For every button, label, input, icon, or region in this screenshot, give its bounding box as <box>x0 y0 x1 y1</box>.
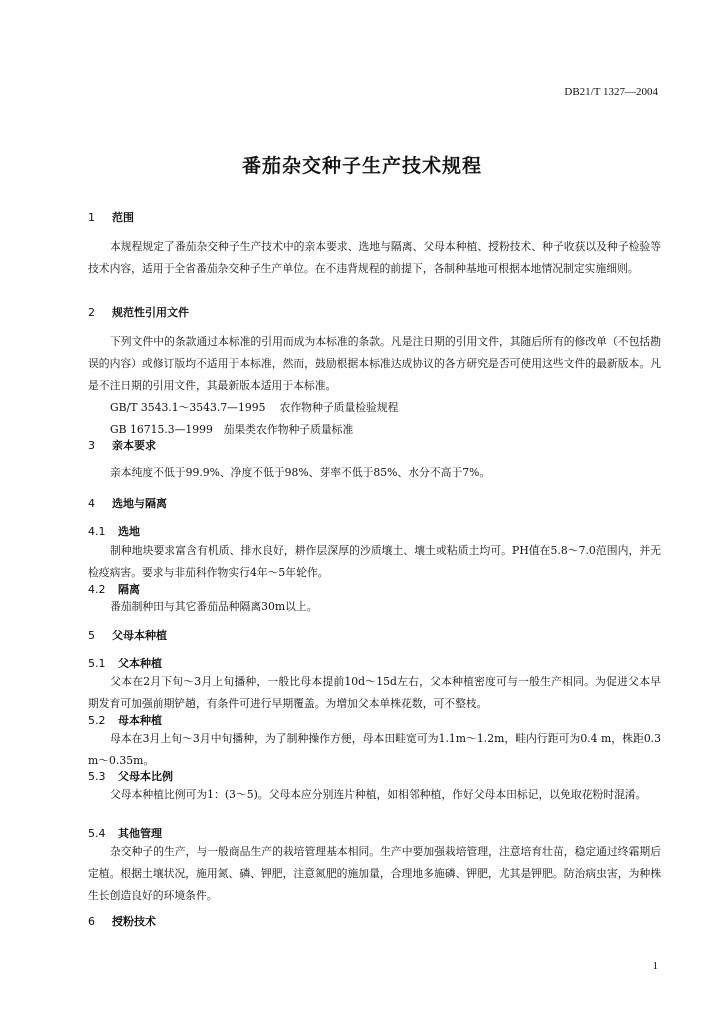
section-number: 5.3 <box>88 770 106 783</box>
section-number: 6 <box>88 915 95 928</box>
paragraph-text: 母本在3月上旬～3月中旬播种，为了制种操作方便，母本田畦宽可为1.1m～1.2m，畦内行距可为0.4 m，株距0.3 m～0.35m。 <box>88 732 661 767</box>
section-2-heading <box>88 305 661 321</box>
paragraph-text: 父本在2月下旬～3月上旬播种，一般比母本提前10d～15d左右，父本种植密度可与一般生产相同。为促进父本早期发育可加强前期铲趟，有条件可进行早期覆盖。为增加父本单株花数，可不整枝。 <box>88 675 661 710</box>
section-5-1-heading <box>88 656 661 672</box>
section-title: 父母本种植 <box>112 629 167 642</box>
paragraph-text: 制种地块要求富含有机质、排水良好，耕作层深厚的沙质壤土、壤土或粘质土均可。PH值在5.8～7.0范围内，并无检疫病害。要求与非茄科作物实行4年～5年轮作。 <box>88 544 661 579</box>
standard-code: DB21/T 1327—2004 <box>564 86 658 98</box>
section-4-heading <box>88 496 661 512</box>
section-number: 4.2 <box>88 583 106 596</box>
document-title: 番茄杂交种子生产技术规程 <box>241 155 482 177</box>
section-title: 父本种植 <box>118 657 162 670</box>
section-5-2-heading <box>88 713 661 729</box>
section-number: 2 <box>88 306 95 319</box>
reference-1: GB/T 3543.1～3543.7—1995 农作物种子质量检验规程 <box>110 401 399 414</box>
section-2-paragraph <box>88 331 661 397</box>
section-title: 授粉技术 <box>112 915 156 928</box>
section-title: 亲本要求 <box>112 439 156 452</box>
section-number: 5.2 <box>88 714 106 727</box>
paragraph-text: 父母本种植比例可为1：(3～5)。父母本应分别连片种植，如相邻种植，作好父母本田标记，以免取花粉时混淆。 <box>110 788 647 801</box>
reference-2: GB 16715.3—1999 茄果类农作物种子质量标准 <box>110 423 354 436</box>
paragraph-text: 下列文件中的条款通过本标准的引用而成为本标准的条款。凡是注日期的引用文件，其随后所有的修改单（不包括勘误的内容）或修订版均不适用于本标准，然而，鼓励根据本标准达成协议的各方研究是否可使用这些文件的最新版本。凡是不注日期的引用文件，其最新版本适用于本标准。 <box>88 335 661 392</box>
section-number: 1 <box>88 211 95 224</box>
section-6-heading <box>88 914 661 930</box>
section-4-1-paragraph <box>88 540 661 584</box>
section-5-2-paragraph <box>88 728 661 772</box>
section-title: 其他管理 <box>118 827 162 840</box>
section-number: 5.4 <box>88 827 106 840</box>
section-4-2-paragraph <box>88 596 661 618</box>
section-5-4-heading <box>88 826 661 842</box>
paragraph-text: 番茄制种田与其它番茄品种隔离30m以上。 <box>110 600 318 613</box>
section-4-1-heading <box>88 524 661 540</box>
section-title: 母本种植 <box>118 714 162 727</box>
section-number: 4.1 <box>88 525 106 538</box>
section-5-4-paragraph <box>88 841 661 907</box>
section-number: 4 <box>88 497 95 510</box>
section-number: 5 <box>88 629 95 642</box>
section-5-1-paragraph <box>88 671 661 715</box>
section-3-heading <box>88 438 661 454</box>
section-title: 隔离 <box>118 583 140 596</box>
section-5-heading <box>88 628 661 644</box>
page-number: 1 <box>652 960 658 972</box>
paragraph-text: 杂交种子的生产，与一般商品生产的栽培管理基本相同。生产中要加强栽培管理，注意培育壮苗，稳定通过终霜期后定植。根据土壤状况，施用氮、磷、钾肥，注意氮肥的施加量，合理地多施磷、钾肥，尤其是钾肥。防治病虫害，为种株生长创造良好的环境条件。 <box>88 845 661 902</box>
section-5-3-heading <box>88 769 661 785</box>
section-number: 5.1 <box>88 657 106 670</box>
section-5-3-paragraph <box>88 784 661 806</box>
section-title: 父母本比例 <box>118 770 173 783</box>
paragraph-text: 本规程规定了番茄杂交种子生产技术中的亲本要求、选地与隔离、父母本种植、授粉技术、种子收获以及种子检验等技术内容，适用于全省番茄杂交种子生产单位。在不违背规程的前提下，各制种基地可根据本地情况制定实施细则。 <box>88 240 661 275</box>
section-1-heading <box>88 210 661 226</box>
section-3-paragraph <box>88 462 661 484</box>
section-title: 规范性引用文件 <box>112 306 189 319</box>
section-number: 3 <box>88 439 95 452</box>
paragraph-text: 亲本纯度不低于99.9%、净度不低于98%、芽率不低于85%、水分不高于7%。 <box>110 466 491 479</box>
section-title: 选地 <box>118 525 140 538</box>
section-title: 选地与隔离 <box>112 497 167 510</box>
section-1-paragraph <box>88 236 661 280</box>
section-title: 范围 <box>112 211 134 224</box>
